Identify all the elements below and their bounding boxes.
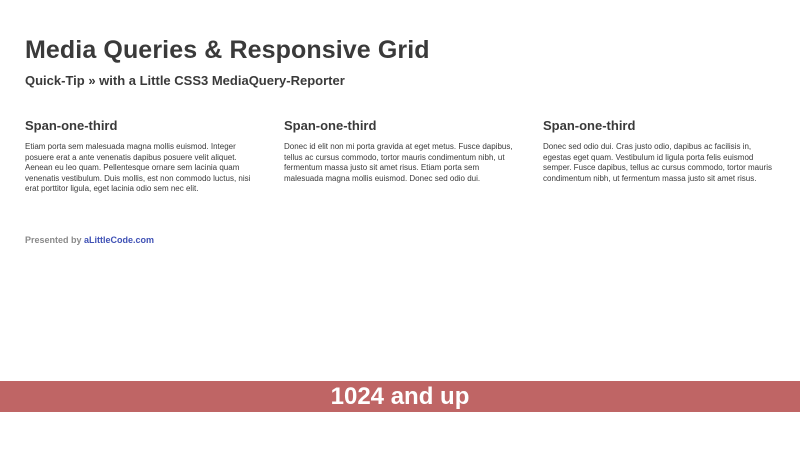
column-text: Etiam porta sem malesuada magna mollis euismod. Integer posuere erat a ante venenatis dapibus posuere velit aliquet. Aenean eu leo quam. Pellentesque ornare sem lacinia quam venenatis vestibulum. Duis mollis, est non commodo luctus, nisi erat porttitor ligula, eget lacinia odio sem nec elit.	[25, 142, 251, 193]
alittlecode-link[interactable]: aLittleCode.com	[84, 235, 155, 245]
column-title: Span-one-third	[543, 118, 636, 133]
content-columns	[25, 117, 775, 195]
column-three	[543, 117, 775, 195]
header	[25, 34, 430, 90]
column-one	[25, 117, 257, 195]
media-query-reporter-bar	[0, 381, 800, 412]
page-subtitle: Quick-Tip » with a Little CSS3 MediaQuery-Reporter	[25, 73, 345, 88]
column-title: Span-one-third	[284, 118, 377, 133]
media-query-reporter-text: 1024 and up	[330, 383, 470, 410]
column-two	[284, 117, 516, 195]
presented-by-label: Presented by	[25, 235, 82, 245]
column-text: Donec sed odio dui. Cras justo odio, dapibus ac facilisis in, egestas eget quam. Vestibulum id ligula porta felis euismod semper. Fusce dapibus, tellus ac cursus commodo, tortor mauris condimentum nibh, ut fermentum massa justo sit amet risus.	[543, 142, 772, 183]
column-text: Donec id elit non mi porta gravida at eget metus. Fusce dapibus, tellus ac cursus commodo, tortor mauris condimentum nibh, ut fermentum massa justo sit amet risus. Etiam porta sem malesuada magna mollis euismod. Donec sed odio dui.	[284, 142, 513, 183]
presented-by	[25, 235, 154, 245]
page-title: Media Queries & Responsive Grid	[25, 36, 430, 64]
column-title: Span-one-third	[25, 118, 118, 133]
